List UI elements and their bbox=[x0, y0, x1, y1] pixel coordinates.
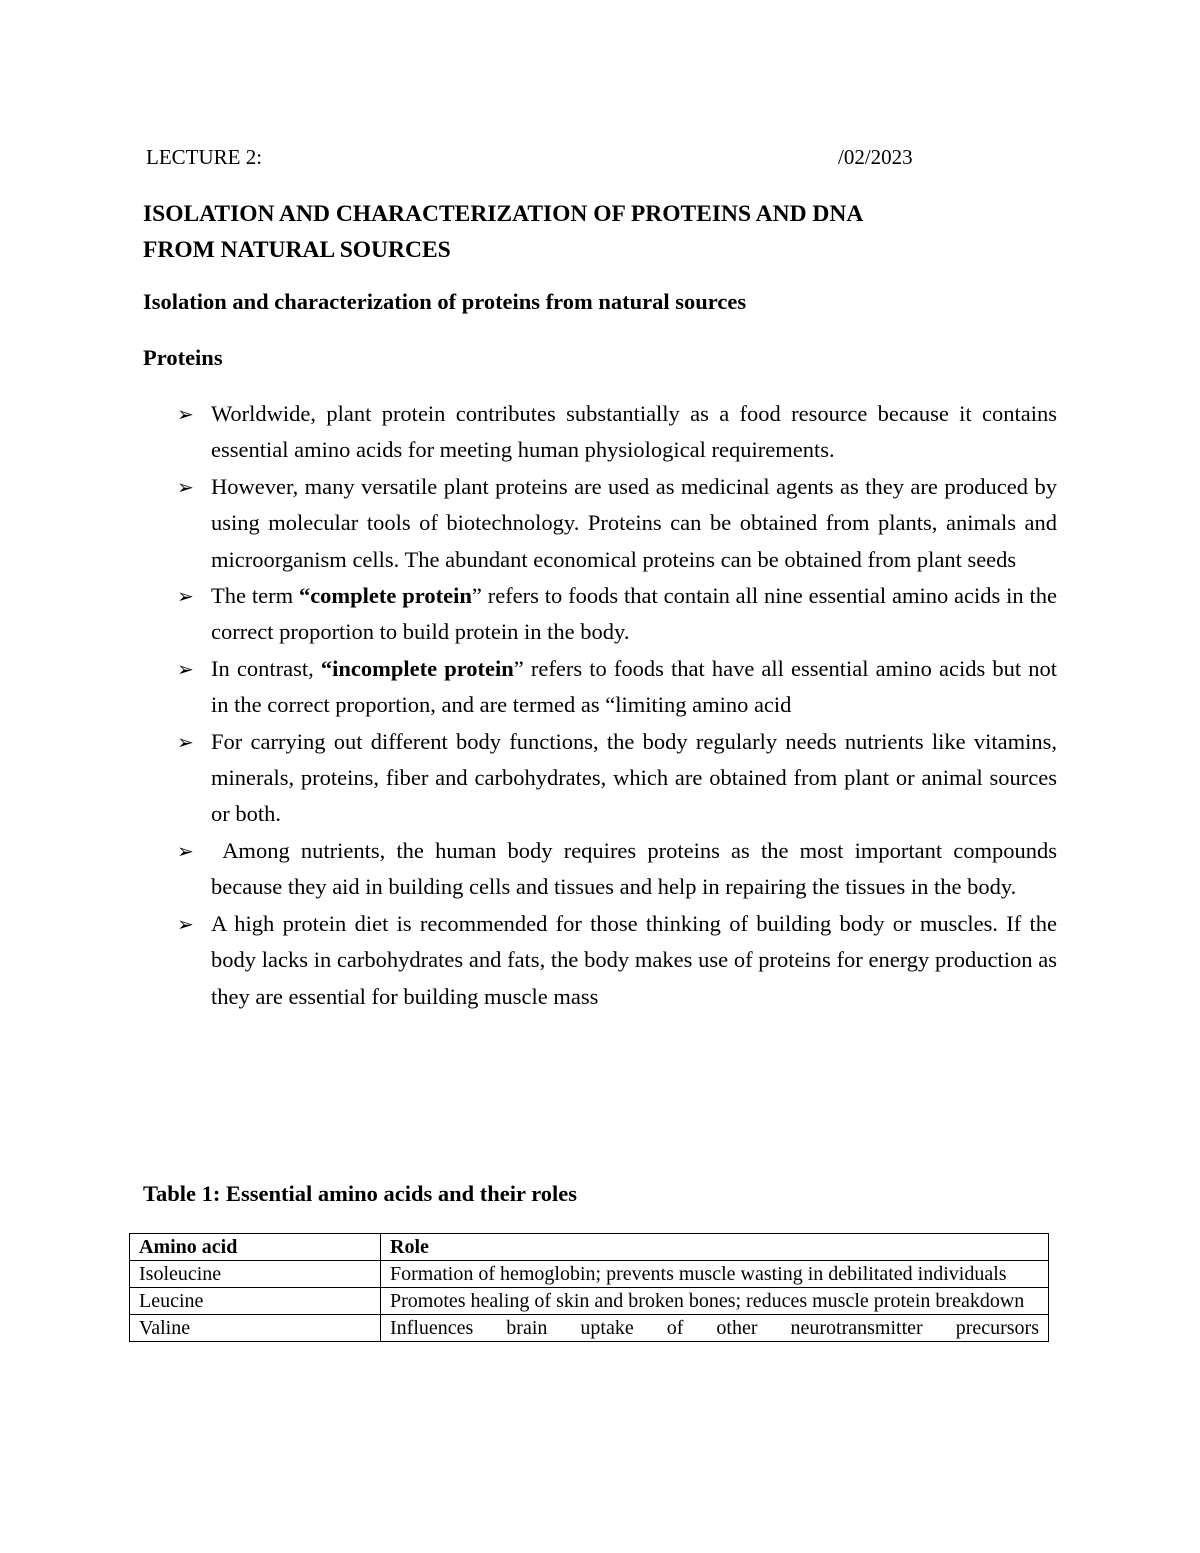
table-header-row bbox=[130, 1234, 1049, 1261]
bullet-item bbox=[177, 833, 1063, 906]
arrow-icon: ➢ bbox=[177, 729, 194, 754]
document-title bbox=[143, 196, 1043, 268]
table-row bbox=[130, 1261, 1049, 1288]
role-cell: Influences brain uptake of other neurotransmitter precursors bbox=[381, 1315, 1049, 1342]
table-row bbox=[130, 1315, 1049, 1342]
arrow-icon: ➢ bbox=[177, 911, 194, 936]
title-line-2: FROM NATURAL SOURCES bbox=[143, 237, 451, 263]
column-header-role: Role bbox=[381, 1234, 1049, 1261]
column-header-amino-acid: Amino acid bbox=[130, 1234, 381, 1261]
table-row bbox=[130, 1288, 1049, 1315]
section-heading-proteins: Proteins bbox=[143, 345, 223, 370]
role-cell: Formation of hemoglobin; prevents muscle wasting in debilitated individuals bbox=[381, 1261, 1049, 1288]
lecture-number: LECTURE 2: bbox=[146, 145, 263, 169]
bullet-item bbox=[177, 651, 1057, 724]
bullet-text: However, many versatile plant proteins are used as medicinal agents as they are produced by using molecular tools of biotechnology. Proteins can be obtained from plants, animals and microorganism cells. The abundant economical proteins can be obtained from plant seeds bbox=[211, 473, 1057, 572]
lecture-date: /02/2023 bbox=[838, 145, 913, 169]
section-subtitle: Isolation and characterization of proteins from natural sources bbox=[143, 289, 747, 314]
bullet-item bbox=[177, 906, 1057, 1015]
bullet-text: For carrying out different body functions, the body regularly needs nutrients like vitamins, minerals, proteins, fiber and carbohydrates, which are obtained from plant or animal sources or both. bbox=[211, 728, 1057, 827]
amino-acid-cell: Leucine bbox=[130, 1288, 381, 1315]
bullet-text: Among nutrients, the human body requires proteins as the most important compounds because they aid in building cells and tissues and help in repairing the tissues in the body. bbox=[211, 837, 1063, 900]
bullet-text: A high protein diet is recommended for those thinking of building body or muscles. If the body lacks in carbohydrates and fats, the body makes use of proteins for energy production as they are essential for building muscle mass bbox=[211, 910, 1057, 1009]
arrow-icon: ➢ bbox=[177, 838, 194, 863]
bullet-term-complete-protein: “complete protein bbox=[298, 583, 472, 609]
protein-bullet-list bbox=[177, 396, 1063, 1015]
arrow-icon: ➢ bbox=[177, 474, 194, 499]
role-cell: Promotes healing of skin and broken bones; reduces muscle protein breakdown bbox=[381, 1288, 1049, 1315]
bullet-item bbox=[177, 396, 1057, 469]
arrow-icon: ➢ bbox=[177, 656, 194, 681]
title-line-1: ISOLATION AND CHARACTERIZATION OF PROTEINS AND DNA bbox=[143, 201, 864, 227]
bullet-text: Worldwide, plant protein contributes substantially as a food resource because it contains essential amino acids for meeting human physiological requirements. bbox=[211, 401, 1057, 463]
bullet-text-post: ” refers to foods that have all essential amino acids but not in the correct proportion, and are termed as “limiting amino acid bbox=[211, 655, 1057, 718]
bullet-item bbox=[177, 469, 1057, 578]
amino-acid-cell: Valine bbox=[130, 1315, 381, 1342]
bullet-term-incomplete-protein: “incomplete protein bbox=[320, 655, 514, 681]
bullet-text-post: ” refers to foods that contain all nine essential amino acids in the correct proportion to build protein in the body. bbox=[211, 583, 1057, 645]
bullet-text-pre: In contrast, bbox=[211, 655, 321, 681]
amino-acid-cell: Isoleucine bbox=[130, 1261, 381, 1288]
bullet-item bbox=[177, 724, 1057, 833]
bullet-item bbox=[177, 578, 1057, 651]
arrow-icon: ➢ bbox=[177, 584, 194, 609]
table-caption: Table 1: Essential amino acids and their roles bbox=[143, 1181, 578, 1206]
bullet-text-pre: The term bbox=[211, 583, 299, 609]
arrow-icon: ➢ bbox=[177, 402, 194, 426]
amino-acid-table bbox=[129, 1233, 1049, 1342]
